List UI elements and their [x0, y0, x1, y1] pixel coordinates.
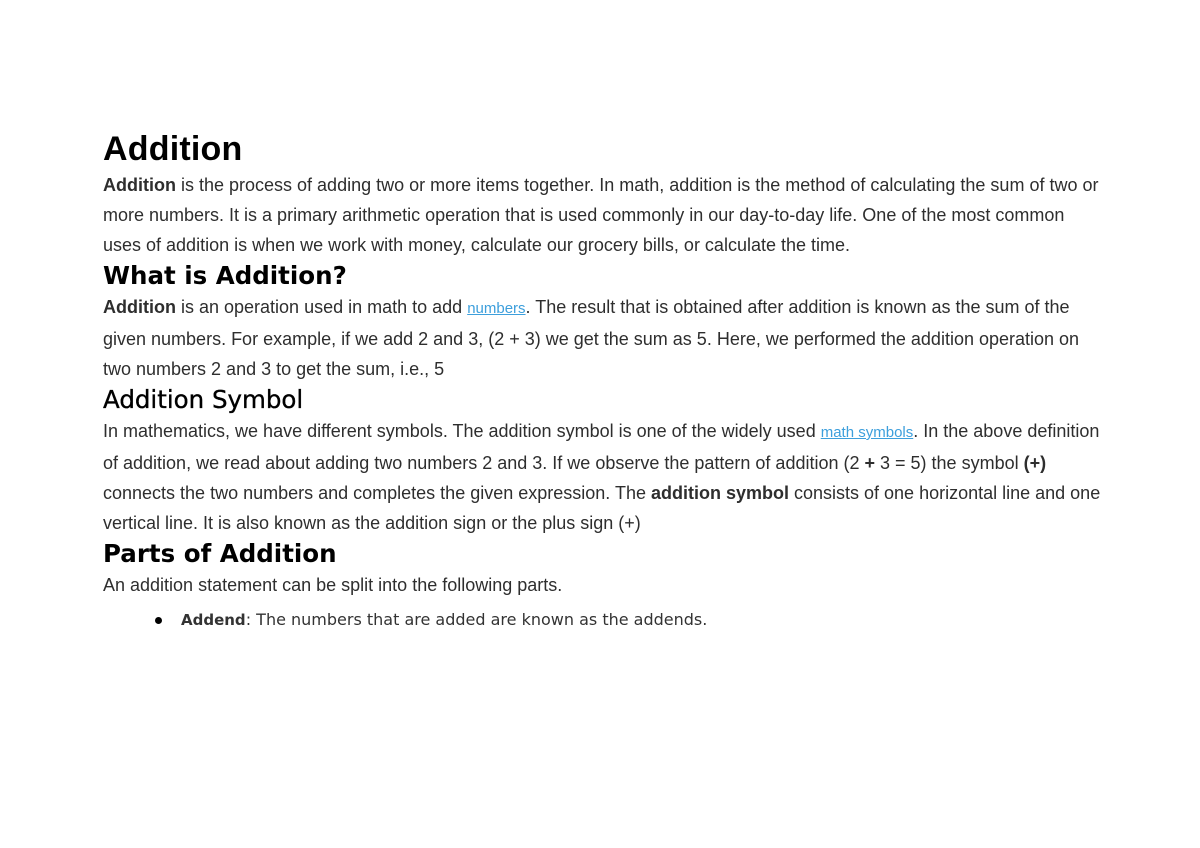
intro-paragraph	[103, 170, 1103, 260]
heading-addition-symbol: Addition Symbol	[103, 385, 304, 414]
what-is-paragraph	[103, 292, 1103, 384]
symbol-text-c: connects the two numbers and completes the given expression. The	[103, 483, 651, 503]
symbol-paragraph	[103, 416, 1103, 538]
what-is-text-after-link: . The result that is obtained after addition is known as the sum of the given numbers. For example, if we add 2 and 3, (2 + 3) we get the sum as 5. Here, we performed the addition operation on two numbers 2 and 3 to get the sum, i.e., 5	[103, 297, 1080, 379]
heading-parts-of-addition: Parts of Addition	[103, 539, 337, 568]
addend-description: : The numbers that are added are known as the addends.	[245, 610, 708, 629]
symbol-text-a: . In the above definition of addition, we read about adding two numbers 2 and 3. If we observe the pattern of addition (2	[103, 421, 1100, 473]
intro-text: is the process of adding two or more items together. In math, addition is the method of calculating the sum of two or more numbers. It is a primary arithmetic operation that is used commonly in our day-to-day life. One of the most common uses of addition is when we work with money, calculate our grocery bills, or calculate the time.	[103, 175, 1099, 255]
plus-sign-bold: +	[864, 453, 876, 473]
symbol-text-d: consists of one horizontal line and one vertical line. It is also known as the addition sign or the plus sign (+)	[103, 483, 1101, 533]
addition-symbol-term: addition symbol	[650, 483, 789, 503]
symbol-text-b: 3 = 5) the symbol	[875, 453, 1024, 473]
math-symbols-link[interactable]: math symbols	[820, 424, 914, 441]
addend-term: Addend	[181, 611, 246, 629]
parts-paragraph: An addition statement can be split into the following parts.	[103, 575, 563, 595]
bullet-icon	[155, 617, 162, 624]
what-is-text-before-link: is an operation used in math to add	[175, 297, 468, 317]
symbol-text-before-link: In mathematics, we have different symbols. The addition symbol is one of the widely used	[103, 421, 821, 441]
symbol-bold: (+)	[1023, 453, 1047, 473]
page-title: Addition	[103, 130, 243, 168]
list-item	[149, 608, 1103, 632]
document-page	[103, 128, 1103, 632]
parts-list	[103, 608, 1103, 632]
heading-what-is-addition: What is Addition?	[103, 261, 347, 290]
what-is-lead-term: Addition	[103, 297, 176, 317]
numbers-link[interactable]: numbers	[467, 300, 526, 317]
intro-lead-term: Addition	[103, 175, 176, 195]
